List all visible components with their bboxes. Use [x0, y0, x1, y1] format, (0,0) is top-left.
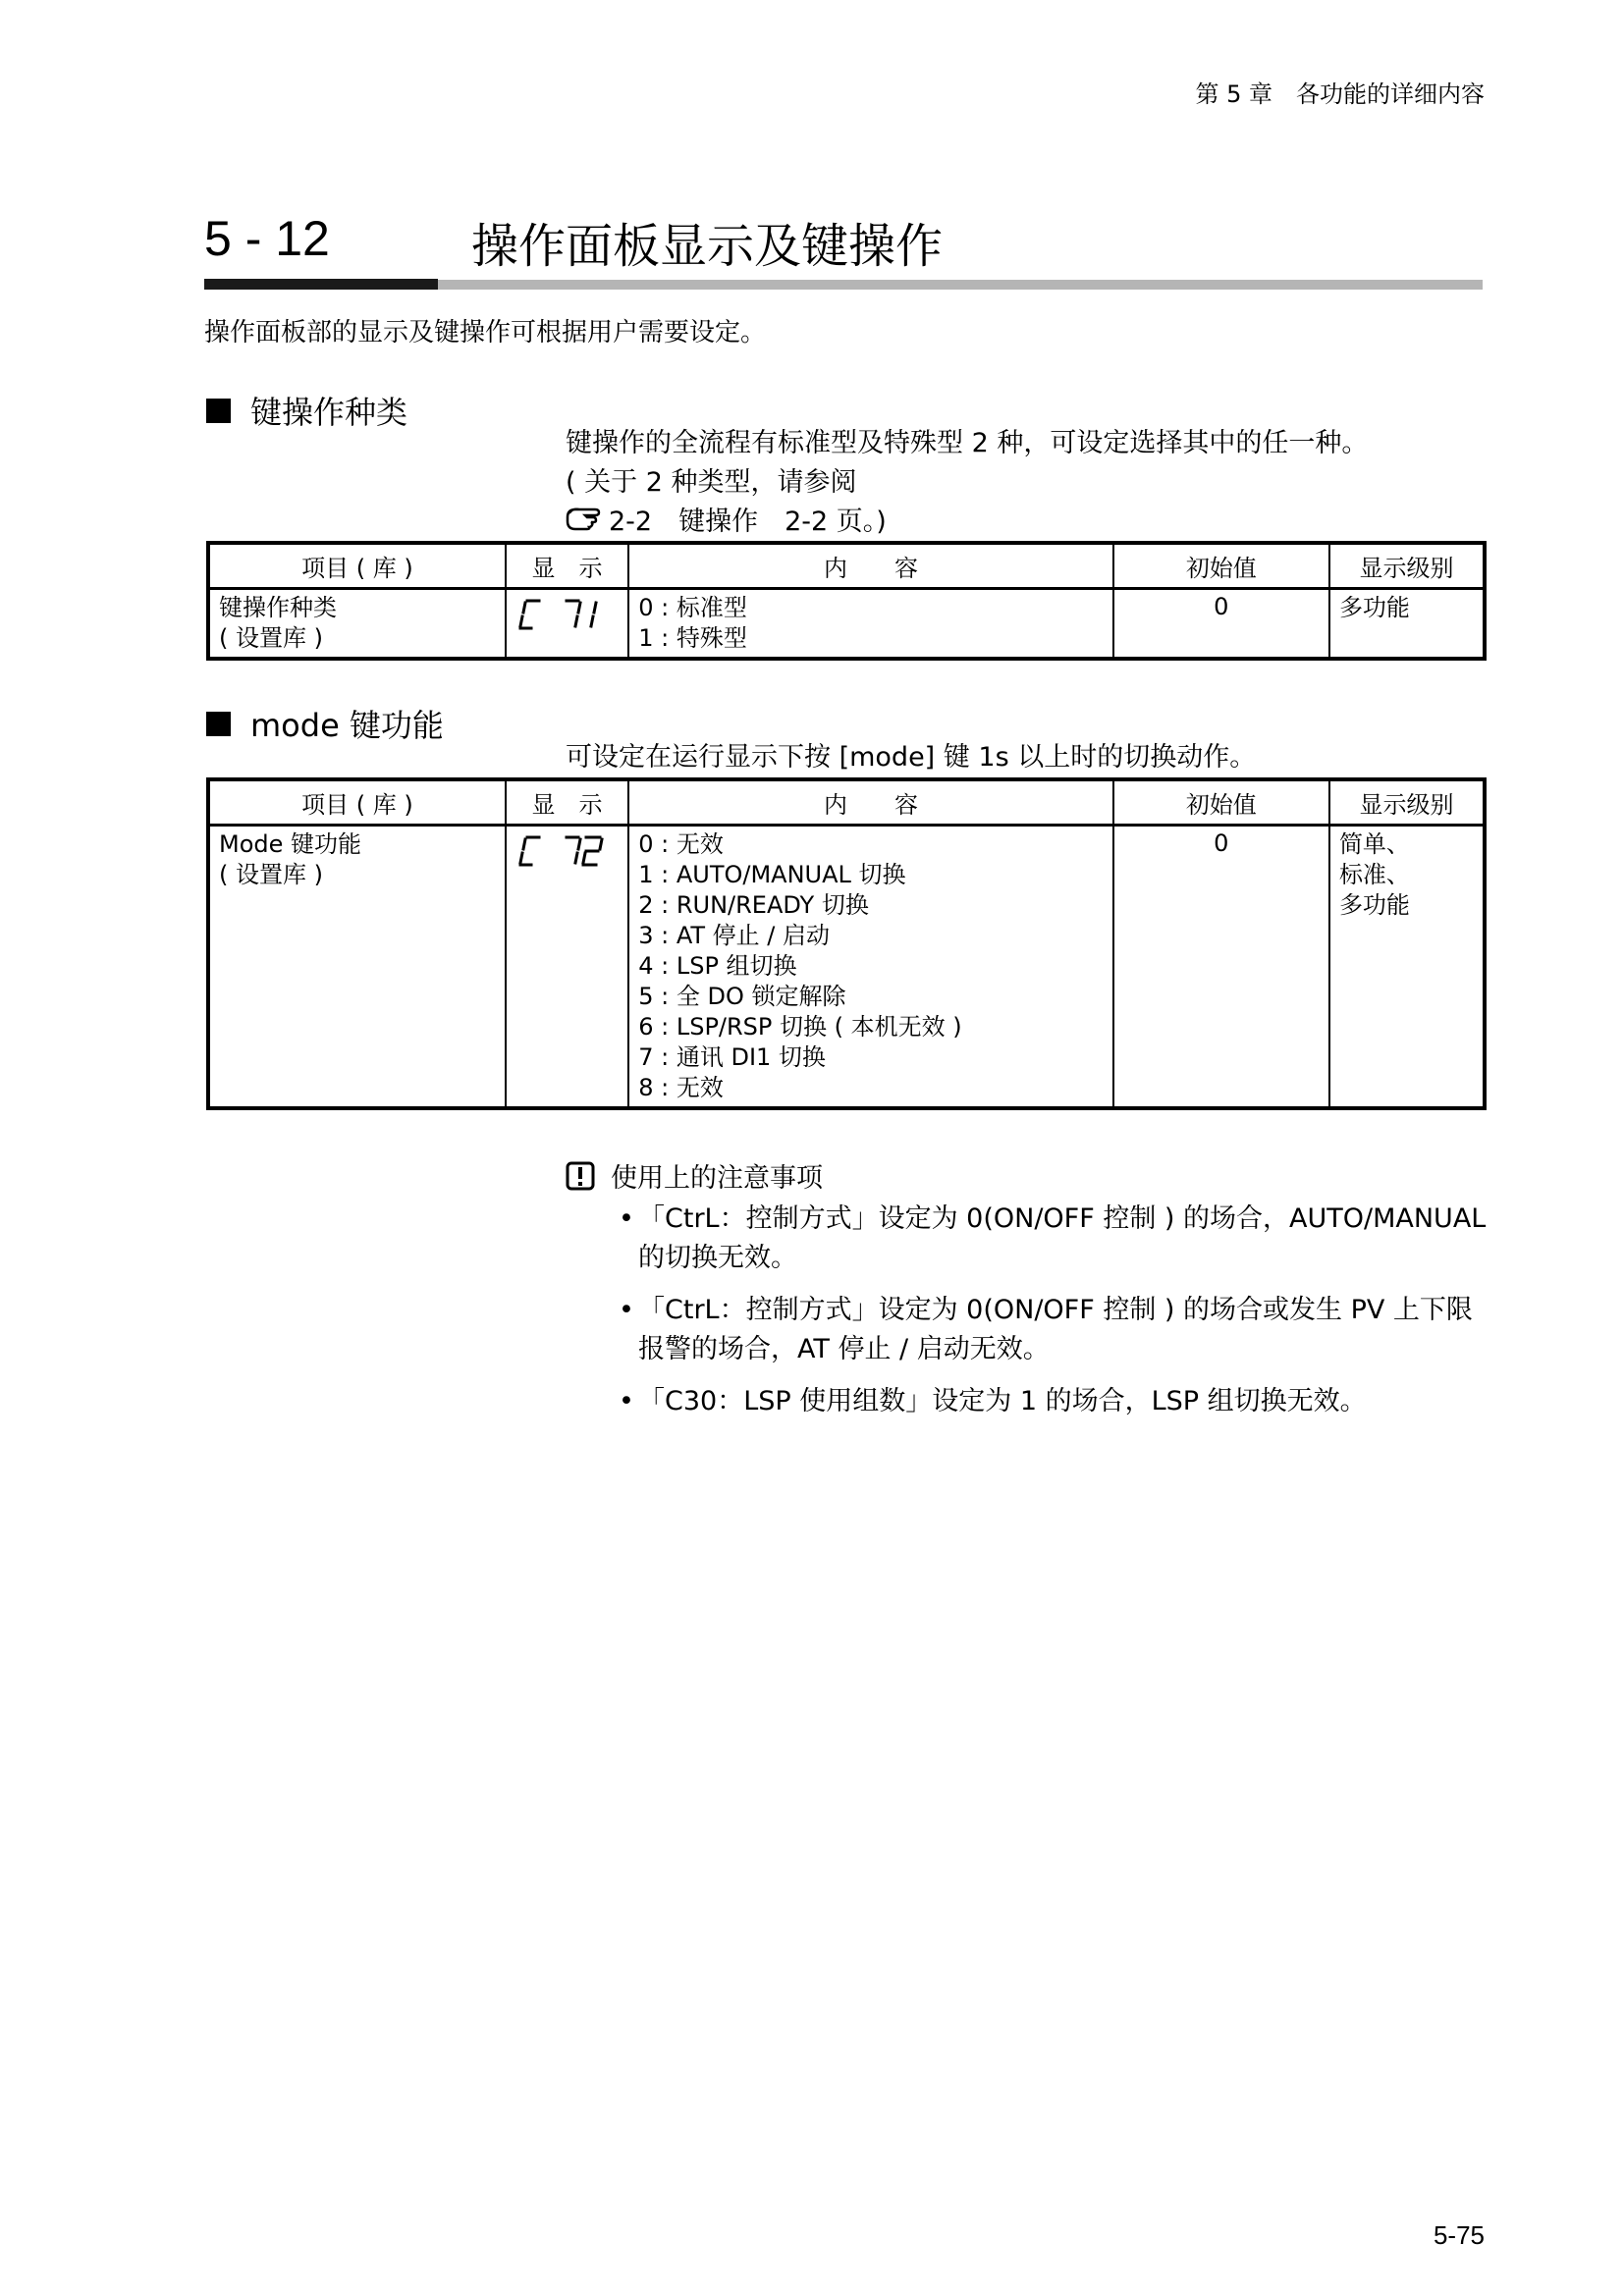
item-cell: Mode 键功能 ( 设置库 ) — [208, 826, 506, 1109]
initial-value-cell: 0 — [1113, 826, 1329, 1109]
subsection-heading-key-type: 键操作种类 — [206, 388, 407, 433]
title-rule-gray — [438, 280, 1483, 290]
key-type-description — [566, 424, 1368, 543]
notes-title: 使用上的注意事项 — [566, 1156, 823, 1195]
item-cell: 键操作种类 ( 设置库 ) — [208, 589, 506, 660]
option-item: 8 : 无效 — [638, 1074, 724, 1101]
seven-segment-c72-icon — [515, 831, 609, 869]
table-row — [208, 589, 1485, 660]
col-header-contents: 内 容 — [628, 779, 1112, 826]
contents-cell — [628, 826, 1112, 1109]
key-type-desc-line1: 键操作的全流程有标准型及特殊型 2 种，可设定选择其中的任一种。 — [566, 428, 1369, 458]
section-intro: 操作面板部的显示及键操作可根据用户需要设定。 — [204, 318, 767, 347]
col-header-initial: 初始值 — [1113, 779, 1329, 826]
title-rule-dark — [204, 279, 438, 290]
option-item: 7 : 通讯 DI1 切换 — [638, 1043, 826, 1071]
key-type-desc-line2: ( 关于 2 种类型，请参阅 — [566, 467, 857, 498]
section-title: 操作面板显示及键操作 — [471, 219, 944, 274]
col-header-display: 显 示 — [506, 779, 628, 826]
key-type-reference — [566, 503, 1368, 543]
option-item: 1 : AUTO/MANUAL 切换 — [638, 861, 906, 888]
col-header-display: 显 示 — [506, 543, 628, 589]
option-item: 0 : 标准型 — [638, 594, 747, 621]
table-header-row — [208, 543, 1485, 589]
display-cell — [506, 826, 628, 1109]
col-header-contents: 内 容 — [628, 543, 1112, 589]
option-item: 6 : LSP/RSP 切换 ( 本机无效 ) — [638, 1013, 962, 1041]
col-header-item: 项目 ( 库 ) — [208, 543, 506, 589]
bullet-square-icon — [206, 399, 231, 423]
col-header-level: 显示级别 — [1329, 779, 1485, 826]
initial-value-cell: 0 — [1113, 589, 1329, 660]
section-number: 5 - 12 — [204, 211, 330, 266]
option-item: 3 : AT 停止 / 启动 — [638, 922, 831, 949]
col-header-initial: 初始值 — [1113, 543, 1329, 589]
key-type-table — [206, 541, 1487, 661]
display-level-cell: 简单、 标准、 多功能 — [1329, 826, 1485, 1109]
note-item: • 「C30：LSP 使用组数」设定为 1 的场合，LSP 组切换无效。 — [621, 1382, 1487, 1421]
note-item: • 「CtrL：控制方式」设定为 0(ON/OFF 控制 ) 的场合或发生 PV 上下限报警的场合，AT 停止 / 启动无效。 — [621, 1291, 1487, 1369]
note-item: • 「CtrL：控制方式」设定为 0(ON/OFF 控制 ) 的场合，AUTO/MANUAL 的切换无效。 — [621, 1200, 1487, 1278]
mode-key-description: 可设定在运行显示下按 [mode] 键 1s 以上时的切换动作。 — [566, 742, 1257, 773]
running-header: 第 5 章 各功能的详细内容 — [1195, 80, 1485, 108]
exclamation-box-icon — [566, 1161, 595, 1191]
pointing-hand-icon — [566, 504, 609, 543]
table-header-row — [208, 779, 1485, 826]
col-header-item: 项目 ( 库 ) — [208, 779, 506, 826]
contents-cell — [628, 589, 1112, 660]
table-row — [208, 826, 1485, 1109]
option-item: 4 : LSP 组切换 — [638, 952, 797, 980]
option-item: 5 : 全 DO 锁定解除 — [638, 983, 846, 1010]
display-cell — [506, 589, 628, 660]
notes-list — [621, 1200, 1487, 1434]
option-item: 1 : 特殊型 — [638, 624, 747, 652]
bullet-square-icon — [206, 712, 231, 736]
seven-segment-c71-icon — [515, 595, 609, 632]
subsection-heading-mode-key: mode 键功能 — [206, 701, 444, 746]
page-number: 5-75 — [1433, 2220, 1485, 2250]
reference-text: 2-2 键操作 2-2 页。) — [609, 507, 887, 537]
col-header-level: 显示级别 — [1329, 543, 1485, 589]
display-level-cell: 多功能 — [1329, 589, 1485, 660]
mode-key-table — [206, 777, 1487, 1110]
option-item: 2 : RUN/READY 切换 — [638, 891, 869, 919]
option-item: 0 : 无效 — [638, 830, 724, 858]
